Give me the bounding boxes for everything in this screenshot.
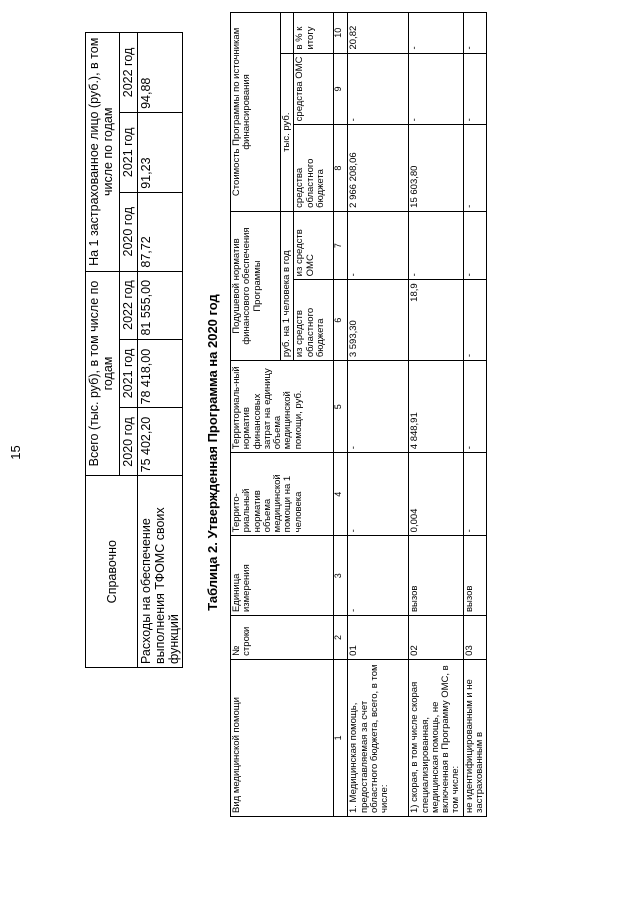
cell-cost-norm: -: [463, 361, 487, 453]
cell-c-budget: 15 603,80: [409, 125, 463, 211]
column-number: 6: [334, 280, 348, 361]
cell-c-oms: -: [463, 53, 487, 125]
page-number: 15: [8, 445, 23, 460]
column-number: 5: [334, 361, 348, 453]
column-number: 10: [334, 13, 348, 54]
summary-table: [85, 32, 183, 668]
summary-per-person-value: 91,23: [138, 112, 183, 192]
cell-row-no: 02: [409, 616, 463, 660]
header-cost-budget: средства областного бюджета: [294, 125, 334, 211]
column-number: 7: [334, 211, 348, 280]
header-cost: Стоимость Программы по источникам финансирования: [231, 13, 281, 212]
header-per-capita: Подушевой норматив финансового обеспечения Программы: [231, 211, 281, 360]
cell-volume: -: [463, 453, 487, 536]
cell-pc-budget: 3 593,30: [348, 280, 409, 361]
cell-pc-oms: -: [409, 211, 463, 280]
cell-row-no: 03: [463, 616, 487, 660]
header-per-capita-budget: из средств областного бюджета: [294, 280, 334, 361]
table-title: Таблица 2. Утвержденная Программа на 2020 год: [205, 294, 220, 611]
summary-total-value: 81 555,00: [138, 271, 183, 339]
summary-label-header: Справочно: [86, 476, 138, 668]
cell-cost-norm: -: [348, 361, 409, 453]
summary-year: 2021 год: [120, 339, 138, 408]
cell-pc-oms: -: [348, 211, 409, 280]
header-volume-norm: Террито-риальный норматив объема медицинской помощи на 1 человека: [231, 453, 334, 536]
cell-pc-budget: 18,9: [409, 280, 463, 361]
cell-unit: вызов: [409, 536, 463, 616]
cell-unit: вызов: [463, 536, 487, 616]
header-per-capita-oms: из средств ОМС: [294, 211, 334, 280]
summary-per-person-value: 94,88: [138, 33, 183, 113]
header-cost-pct: в % к итогу: [294, 13, 334, 54]
cell-volume: 0,004: [409, 453, 463, 536]
header-kind: Вид медицинской помощи: [231, 659, 334, 816]
table-row: [463, 13, 487, 817]
summary-total-header: Всего (тыс. руб), в том числе по годам: [86, 271, 120, 476]
cell-pct: 20,82: [348, 13, 409, 54]
summary-year: 2022 год: [120, 271, 138, 339]
column-number: 3: [334, 536, 348, 616]
column-number: 9: [334, 53, 348, 125]
program-table: [230, 12, 487, 817]
summary-year: 2020 год: [120, 192, 138, 271]
cell-unit: -: [348, 536, 409, 616]
cell-pct: -: [409, 13, 463, 54]
cell-c-budget: -: [463, 125, 487, 211]
summary-per-person-header: На 1 застрахованное лицо (руб.), в том числе по годам: [86, 33, 120, 272]
cell-c-oms: -: [409, 53, 463, 125]
cell-cost-norm: 4 848,91: [409, 361, 463, 453]
column-number: 1: [334, 659, 348, 816]
header-per-capita-unit: руб. на 1 человека в год: [281, 211, 294, 360]
header-cost-oms: средства ОМС: [294, 53, 334, 125]
header-cost-norm: Территориаль-ный норматив финансовых затрат на единицу объема медицинской помощи, руб.: [231, 361, 334, 453]
column-number: 8: [334, 125, 348, 211]
header-row-no: № строки: [231, 616, 334, 660]
summary-total-value: 78 418,00: [138, 339, 183, 408]
cell-pc-oms: -: [463, 211, 487, 280]
cell-pct: -: [463, 13, 487, 54]
cell-kind: 1) скорая, в том числе скорая специализированная, медицинская помощь, не включенная в Программу ОМС, в том числе:: [409, 659, 463, 816]
header-cost-unit: тыс. руб.: [281, 53, 294, 211]
summary-year: 2021 год: [120, 112, 138, 192]
summary-row-label: Расходы на обеспечение выполнения ТФОМС своих функций: [138, 476, 183, 668]
header-unit: Единица измерения: [231, 536, 334, 616]
cell-pc-budget: -: [463, 280, 487, 361]
summary-year: 2020 год: [120, 408, 138, 476]
column-number: 2: [334, 616, 348, 660]
cell-kind: 1. Медицинская помощь, предоставляемая за счет областного бюджета, всего, в том числе:: [348, 659, 409, 816]
cell-volume: -: [348, 453, 409, 536]
summary-year: 2022 год: [120, 33, 138, 113]
cell-kind: не идентифицированным и не застрахованным в: [463, 659, 487, 816]
column-number: 4: [334, 453, 348, 536]
summary-per-person-value: 87,72: [138, 192, 183, 271]
table-row: [409, 13, 463, 817]
summary-total-value: 75 402,20: [138, 408, 183, 476]
header-cost-pct-spacer: [281, 13, 294, 54]
cell-row-no: 01: [348, 616, 409, 660]
table-row: [348, 13, 409, 817]
cell-c-budget: 2 966 208,06: [348, 125, 409, 211]
cell-c-oms: -: [348, 53, 409, 125]
